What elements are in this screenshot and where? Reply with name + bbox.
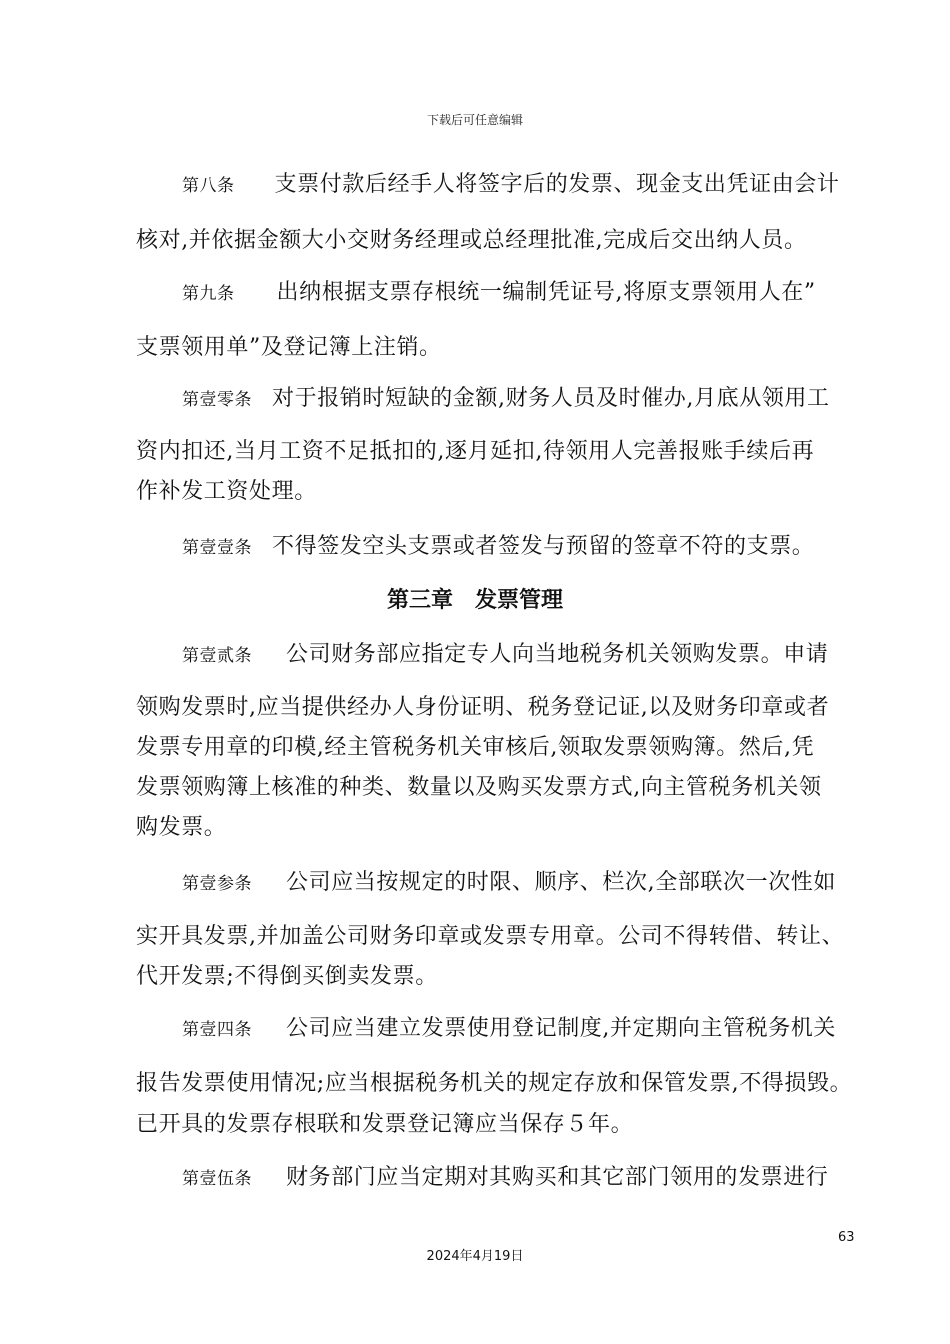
article-text: 公司财务部应指定专人向当地税务机关领购发票。申请 xyxy=(286,642,829,667)
article-number: 第八条 xyxy=(182,176,235,196)
article-first-line xyxy=(182,1014,866,1045)
article-text: 公司应当按规定的时限、顺序、栏次,全部联次一次性如 xyxy=(286,870,836,895)
article-text-line: 核对,并依据金额大小交财务经理或总经理批准,完成后交出纳人员。 xyxy=(136,228,807,253)
article-number: 第壹伍条 xyxy=(182,1169,252,1189)
article-text: 支票付款后经手人将签字后的发票、现金支出凭证由会计 xyxy=(274,172,840,197)
article-text-line: 发票领购簿上核准的种类、数量以及购买发票方式,向主管税务机关领 xyxy=(136,775,822,800)
article-text-line: 已开具的发票存根联和发票登记簿应当保存５年。 xyxy=(136,1112,634,1137)
page-number: 63 xyxy=(838,1230,855,1245)
article-text-line: 领购发票时,应当提供经办人身份证明、税务登记证,以及财务印章或者 xyxy=(136,695,830,720)
article-first-line xyxy=(182,278,866,309)
article-text-line: 实开具发票,并加盖公司财务印章或发票专用章。公司不得转借、转让、 xyxy=(136,924,845,949)
article-text-line: 购发票。 xyxy=(136,815,227,840)
article-number: 第九条 xyxy=(182,284,235,304)
article-text: 出纳根据支票存根统一编制凭证号,将原支票领用人在” xyxy=(276,280,816,305)
article-first-line xyxy=(182,532,866,563)
page-footer-date: 2024年4月19日 xyxy=(426,1249,524,1264)
article-text-line: 代开发票;不得倒买倒卖发票。 xyxy=(136,964,438,989)
chapter-title: 发票管理 xyxy=(475,588,564,613)
article-text: 对于报销时短缺的金额,财务人员及时催办,月底从领用工 xyxy=(272,386,830,411)
article-text: 财务部门应当定期对其购买和其它部门领用的发票进行 xyxy=(286,1165,829,1190)
article-text: 公司应当建立发票使用登记制度,并定期向主管税务机关 xyxy=(286,1016,836,1041)
article-number: 第壹贰条 xyxy=(182,646,252,666)
article-number: 第壹四条 xyxy=(182,1020,252,1040)
article-text-line: 发票专用章的印模,经主管税务机关审核后,领取发票领购簿。然后,凭 xyxy=(136,735,815,760)
article-text-line: 报告发票使用情况;应当根据税务机关的规定存放和保管发票,不得损毁。 xyxy=(136,1071,853,1096)
chapter-number: 第三章 xyxy=(386,588,453,613)
article-number: 第壹零条 xyxy=(182,390,252,410)
article-text-line: 支票领用单”及登记簿上注销。 xyxy=(136,335,442,360)
article-text: 不得签发空头支票或者签发与预留的签章不符的支票。 xyxy=(272,534,815,559)
article-number: 第壹壹条 xyxy=(182,538,252,558)
article-first-line xyxy=(182,868,866,899)
article-first-line xyxy=(182,640,866,671)
page-header: 下载后可任意编辑 xyxy=(426,113,523,127)
article-first-line xyxy=(182,1163,866,1194)
article-first-line xyxy=(182,170,866,201)
article-text-line: 作补发工资处理。 xyxy=(136,479,317,504)
article-text-line: 资内扣还,当月工资不足抵扣的,逐月延扣,待领用人完善报账手续后再 xyxy=(136,439,815,464)
chapter-heading xyxy=(0,586,950,616)
article-number: 第壹参条 xyxy=(182,874,252,894)
article-first-line xyxy=(182,384,866,415)
